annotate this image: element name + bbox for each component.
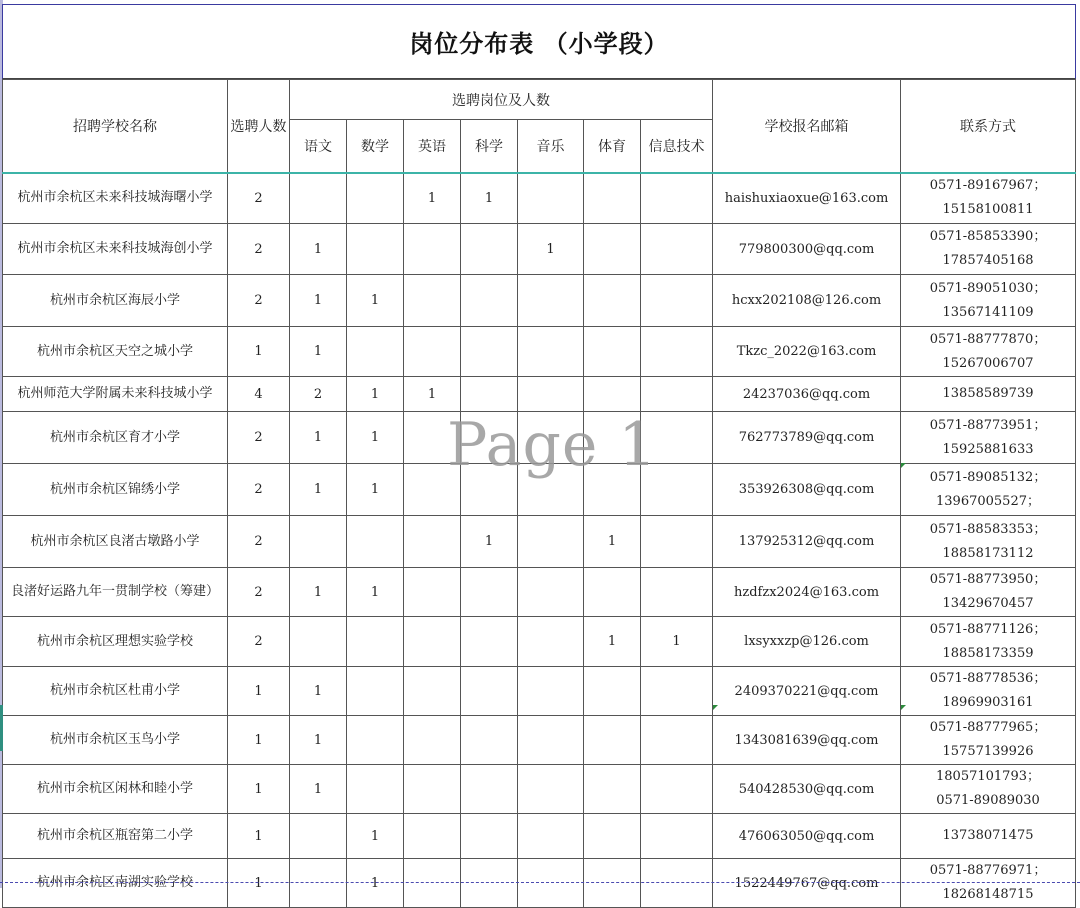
- email-cell: 779800300@qq.com: [713, 224, 901, 275]
- contact-line: 13567141109: [942, 304, 1034, 320]
- contact-cell: [901, 275, 1076, 327]
- subject-count-cell: [461, 716, 518, 765]
- subject-count-cell: 1: [518, 224, 584, 275]
- subject-count-cell: [641, 275, 713, 327]
- subject-count-cell: [584, 173, 641, 224]
- subject-count-cell: [518, 716, 584, 765]
- email-cell: 2409370221@qq.com: [713, 667, 901, 716]
- subject-count-cell: [641, 716, 713, 765]
- table-row: [3, 617, 1076, 667]
- contact-line: 0571-88777965；: [929, 720, 1047, 735]
- subject-count-cell: [404, 275, 461, 327]
- email-cell: hzdfzx2024@163.com: [713, 568, 901, 617]
- subject-count-cell: 1: [347, 275, 404, 327]
- header-school: 招聘学校名称: [3, 80, 228, 173]
- contact-line: 18057101793；: [936, 769, 1040, 784]
- count-cell: 2: [228, 224, 290, 275]
- header-subject: 体育: [584, 120, 641, 173]
- table-row: [3, 814, 1076, 859]
- subject-count-cell: [290, 617, 347, 667]
- subject-count-cell: [518, 859, 584, 908]
- header-positions-group: 选聘岗位及人数: [290, 80, 713, 120]
- email-cell: Tkzc_2022@163.com: [713, 327, 901, 377]
- school-name-cell: 杭州市余杭区瓶窑第二小学: [3, 814, 228, 859]
- subject-count-cell: [290, 173, 347, 224]
- subject-count-cell: [404, 224, 461, 275]
- count-cell: 1: [228, 667, 290, 716]
- subject-count-cell: [641, 412, 713, 464]
- count-cell: 2: [228, 516, 290, 568]
- subject-count-cell: [584, 412, 641, 464]
- count-cell: 1: [228, 814, 290, 859]
- subject-count-cell: [347, 327, 404, 377]
- table-body: [3, 173, 1076, 908]
- contact-cell: [901, 224, 1076, 275]
- table-row: [3, 859, 1076, 908]
- subject-count-cell: [584, 667, 641, 716]
- contact-line: 0571-85853390；: [929, 229, 1047, 244]
- school-name-cell: 杭州市余杭区未来科技城海曙小学: [3, 173, 228, 224]
- email-cell: 1343081639@qq.com: [713, 716, 901, 765]
- subject-count-cell: [461, 224, 518, 275]
- table-row: [3, 516, 1076, 568]
- school-name-cell: 良渚好运路九年一贯制学校（筹建）: [3, 568, 228, 617]
- subject-count-cell: [641, 224, 713, 275]
- subject-count-cell: [641, 765, 713, 814]
- subject-count-cell: 1: [347, 568, 404, 617]
- contact-line: 0571-88777870；: [929, 331, 1047, 347]
- table-row: [3, 464, 1076, 516]
- subject-count-cell: 1: [347, 412, 404, 464]
- subject-count-cell: 1: [347, 814, 404, 859]
- subject-count-cell: [347, 516, 404, 568]
- contact-line: 13858589739: [942, 386, 1034, 401]
- subject-count-cell: 1: [290, 412, 347, 464]
- subject-count-cell: 1: [461, 516, 518, 568]
- count-cell: 1: [228, 859, 290, 908]
- table-row: [3, 327, 1076, 377]
- subject-count-cell: [584, 377, 641, 412]
- subject-count-cell: [518, 617, 584, 667]
- contact-cell: [901, 464, 1076, 516]
- subject-count-cell: [290, 859, 347, 908]
- subject-count-cell: [347, 667, 404, 716]
- school-name-cell: 杭州市余杭区南湖实验学校: [3, 859, 228, 908]
- subject-count-cell: [518, 667, 584, 716]
- school-name-cell: 杭州市余杭区杜甫小学: [3, 667, 228, 716]
- count-cell: 2: [228, 412, 290, 464]
- contact-cell: [901, 412, 1076, 464]
- subject-count-cell: [404, 716, 461, 765]
- header-contact: 联系方式: [901, 80, 1076, 173]
- count-cell: 1: [228, 327, 290, 377]
- subject-count-cell: [518, 412, 584, 464]
- cell-comment-indicator: [901, 463, 906, 468]
- subject-count-cell: [404, 412, 461, 464]
- subject-count-cell: [641, 464, 713, 516]
- subject-count-cell: 2: [290, 377, 347, 412]
- subject-count-cell: [641, 173, 713, 224]
- header-subject: 信息技术: [641, 120, 713, 173]
- contact-line: 0571-88778536；: [929, 671, 1047, 686]
- subject-count-cell: [404, 814, 461, 859]
- subject-count-cell: [404, 464, 461, 516]
- header-row-top: [3, 80, 1076, 120]
- email-cell: 476063050@qq.com: [713, 814, 901, 859]
- contact-cell: [901, 617, 1076, 667]
- page-watermark: Page 1: [447, 410, 658, 480]
- subject-count-cell: [404, 667, 461, 716]
- table-row: [3, 173, 1076, 224]
- count-cell: 4: [228, 377, 290, 412]
- school-name-cell: 杭州市余杭区理想实验学校: [3, 617, 228, 667]
- contact-line: 0571-88776971；: [929, 863, 1047, 878]
- subject-count-cell: [461, 617, 518, 667]
- email-cell: hcxx202108@126.com: [713, 275, 901, 327]
- subject-count-cell: [290, 516, 347, 568]
- subject-count-cell: 1: [347, 464, 404, 516]
- table-row: [3, 224, 1076, 275]
- cell-comment-indicator: [901, 705, 906, 710]
- subject-count-cell: [461, 667, 518, 716]
- subject-count-cell: [641, 516, 713, 568]
- row-selection-marker: [0, 705, 3, 751]
- email-cell: 540428530@qq.com: [713, 765, 901, 814]
- subject-count-cell: 1: [461, 173, 518, 224]
- subject-count-cell: [290, 814, 347, 859]
- position-table: [2, 79, 1076, 908]
- subject-count-cell: [641, 568, 713, 617]
- subject-count-cell: 1: [404, 173, 461, 224]
- subject-count-cell: [584, 224, 641, 275]
- subject-count-cell: [518, 765, 584, 814]
- subject-count-cell: 1: [347, 377, 404, 412]
- subject-count-cell: [518, 814, 584, 859]
- contact-cell: [901, 327, 1076, 377]
- table-row: [3, 568, 1076, 617]
- subject-count-cell: [404, 617, 461, 667]
- subject-count-cell: 1: [290, 224, 347, 275]
- subject-count-cell: [641, 377, 713, 412]
- school-name-cell: 杭州市余杭区良渚古墩路小学: [3, 516, 228, 568]
- school-name-cell: 杭州市余杭区闲林和睦小学: [3, 765, 228, 814]
- subject-count-cell: [461, 327, 518, 377]
- count-cell: 2: [228, 617, 290, 667]
- header-count: 选聘人数: [228, 80, 290, 173]
- subject-count-cell: [641, 327, 713, 377]
- subject-count-cell: [518, 173, 584, 224]
- page-break-line: [0, 882, 1080, 883]
- subject-count-cell: [518, 275, 584, 327]
- subject-count-cell: [404, 859, 461, 908]
- subject-count-cell: 1: [290, 667, 347, 716]
- contact-cell: [901, 716, 1076, 765]
- header-subject: 数学: [347, 120, 404, 173]
- subject-count-cell: [584, 859, 641, 908]
- cell-comment-indicator: [713, 705, 718, 710]
- subject-count-cell: [518, 464, 584, 516]
- header-subject: 英语: [404, 120, 461, 173]
- header-email: 学校报名邮箱: [713, 80, 901, 173]
- contact-line: 15757139926: [942, 744, 1034, 759]
- contact-line: 18858173112: [942, 545, 1034, 561]
- header-subject: 语文: [290, 120, 347, 173]
- contact-line: 15158100811: [942, 202, 1034, 218]
- school-name-cell: 杭州市余杭区海辰小学: [3, 275, 228, 327]
- subject-count-cell: [461, 568, 518, 617]
- school-name-cell: 杭州师范大学附属未来科技城小学: [3, 377, 228, 412]
- email-cell: 24237036@qq.com: [713, 377, 901, 412]
- subject-count-cell: [518, 516, 584, 568]
- contact-cell: [901, 377, 1076, 412]
- contact-line: 18268148715: [942, 887, 1034, 902]
- subject-count-cell: [404, 516, 461, 568]
- subject-count-cell: [518, 327, 584, 377]
- subject-count-cell: [641, 859, 713, 908]
- subject-count-cell: [461, 275, 518, 327]
- count-cell: 1: [228, 716, 290, 765]
- header-subject: 科学: [461, 120, 518, 173]
- subject-count-cell: 1: [404, 377, 461, 412]
- subject-count-cell: 1: [290, 275, 347, 327]
- subject-count-cell: 1: [290, 464, 347, 516]
- table-row: [3, 275, 1076, 327]
- subject-count-cell: [518, 377, 584, 412]
- subject-count-cell: [461, 814, 518, 859]
- school-name-cell: 杭州市余杭区育才小学: [3, 412, 228, 464]
- contact-line: 13429670457: [942, 596, 1034, 611]
- email-cell: 1522449767@qq.com: [713, 859, 901, 908]
- subject-count-cell: [347, 224, 404, 275]
- school-name-cell: 杭州市余杭区天空之城小学: [3, 327, 228, 377]
- subject-count-cell: 1: [641, 617, 713, 667]
- contact-line: 13738071475: [942, 828, 1034, 843]
- subject-count-cell: [461, 765, 518, 814]
- count-cell: 2: [228, 173, 290, 224]
- email-cell: 353926308@qq.com: [713, 464, 901, 516]
- subject-count-cell: 1: [290, 716, 347, 765]
- contact-line: 0571-89089030: [936, 793, 1040, 808]
- contact-line: 0571-88773950；: [929, 572, 1047, 587]
- page-title: 岗位分布表 （小学段）: [2, 4, 1076, 79]
- subject-count-cell: [347, 716, 404, 765]
- subject-count-cell: [461, 377, 518, 412]
- email-cell: 137925312@qq.com: [713, 516, 901, 568]
- contact-line: 0571-89085132；: [929, 469, 1047, 485]
- contact-cell: [901, 765, 1076, 814]
- contact-line: 0571-89167967；: [929, 178, 1047, 194]
- contact-line: 17857405168: [942, 253, 1034, 268]
- school-name-cell: 杭州市余杭区未来科技城海创小学: [3, 224, 228, 275]
- contact-line: 15925881633: [942, 441, 1034, 457]
- subject-count-cell: 1: [290, 568, 347, 617]
- count-cell: 1: [228, 765, 290, 814]
- contact-cell: [901, 814, 1076, 859]
- subject-count-cell: 1: [290, 327, 347, 377]
- subject-count-cell: [347, 765, 404, 814]
- subject-count-cell: [584, 716, 641, 765]
- subject-count-cell: [347, 617, 404, 667]
- subject-count-cell: 1: [290, 765, 347, 814]
- contact-cell: [901, 667, 1076, 716]
- contact-cell: [901, 516, 1076, 568]
- subject-count-cell: [461, 464, 518, 516]
- count-cell: 2: [228, 275, 290, 327]
- subject-count-cell: 1: [347, 859, 404, 908]
- subject-count-cell: [461, 412, 518, 464]
- school-name-cell: 杭州市余杭区锦绣小学: [3, 464, 228, 516]
- subject-count-cell: 1: [584, 617, 641, 667]
- contact-line: 18969903161: [942, 695, 1034, 710]
- subject-count-cell: [347, 173, 404, 224]
- subject-count-cell: [404, 568, 461, 617]
- table-row: [3, 667, 1076, 716]
- header-subject: 音乐: [518, 120, 584, 173]
- subject-count-cell: [641, 814, 713, 859]
- contact-cell: [901, 173, 1076, 224]
- subject-count-cell: [518, 568, 584, 617]
- count-cell: 2: [228, 568, 290, 617]
- contact-line: 0571-88771126；: [929, 621, 1047, 637]
- email-cell: 762773789@qq.com: [713, 412, 901, 464]
- email-cell: lxsyxxzp@126.com: [713, 617, 901, 667]
- contact-line: 0571-89051030；: [929, 280, 1047, 296]
- email-cell: haishuxiaoxue@163.com: [713, 173, 901, 224]
- school-name-cell: 杭州市余杭区玉鸟小学: [3, 716, 228, 765]
- contact-cell: [901, 568, 1076, 617]
- contact-cell: [901, 859, 1076, 908]
- contact-line: 13967005527；: [936, 493, 1040, 509]
- subject-count-cell: [461, 859, 518, 908]
- table-row: [3, 377, 1076, 412]
- subject-count-cell: [404, 327, 461, 377]
- table-row: [3, 765, 1076, 814]
- count-cell: 2: [228, 464, 290, 516]
- subject-count-cell: [584, 327, 641, 377]
- subject-count-cell: [584, 464, 641, 516]
- contact-line: 18858173359: [942, 645, 1034, 661]
- table-row: [3, 412, 1076, 464]
- subject-count-cell: [584, 765, 641, 814]
- subject-count-cell: [404, 765, 461, 814]
- contact-line: 15267006707: [942, 355, 1034, 371]
- subject-count-cell: [584, 275, 641, 327]
- contact-line: 0571-88583353；: [929, 521, 1047, 537]
- subject-count-cell: [584, 568, 641, 617]
- subject-count-cell: [584, 814, 641, 859]
- subject-count-cell: 1: [584, 516, 641, 568]
- subject-count-cell: [641, 667, 713, 716]
- table-row: [3, 716, 1076, 765]
- contact-line: 0571-88773951；: [929, 417, 1047, 433]
